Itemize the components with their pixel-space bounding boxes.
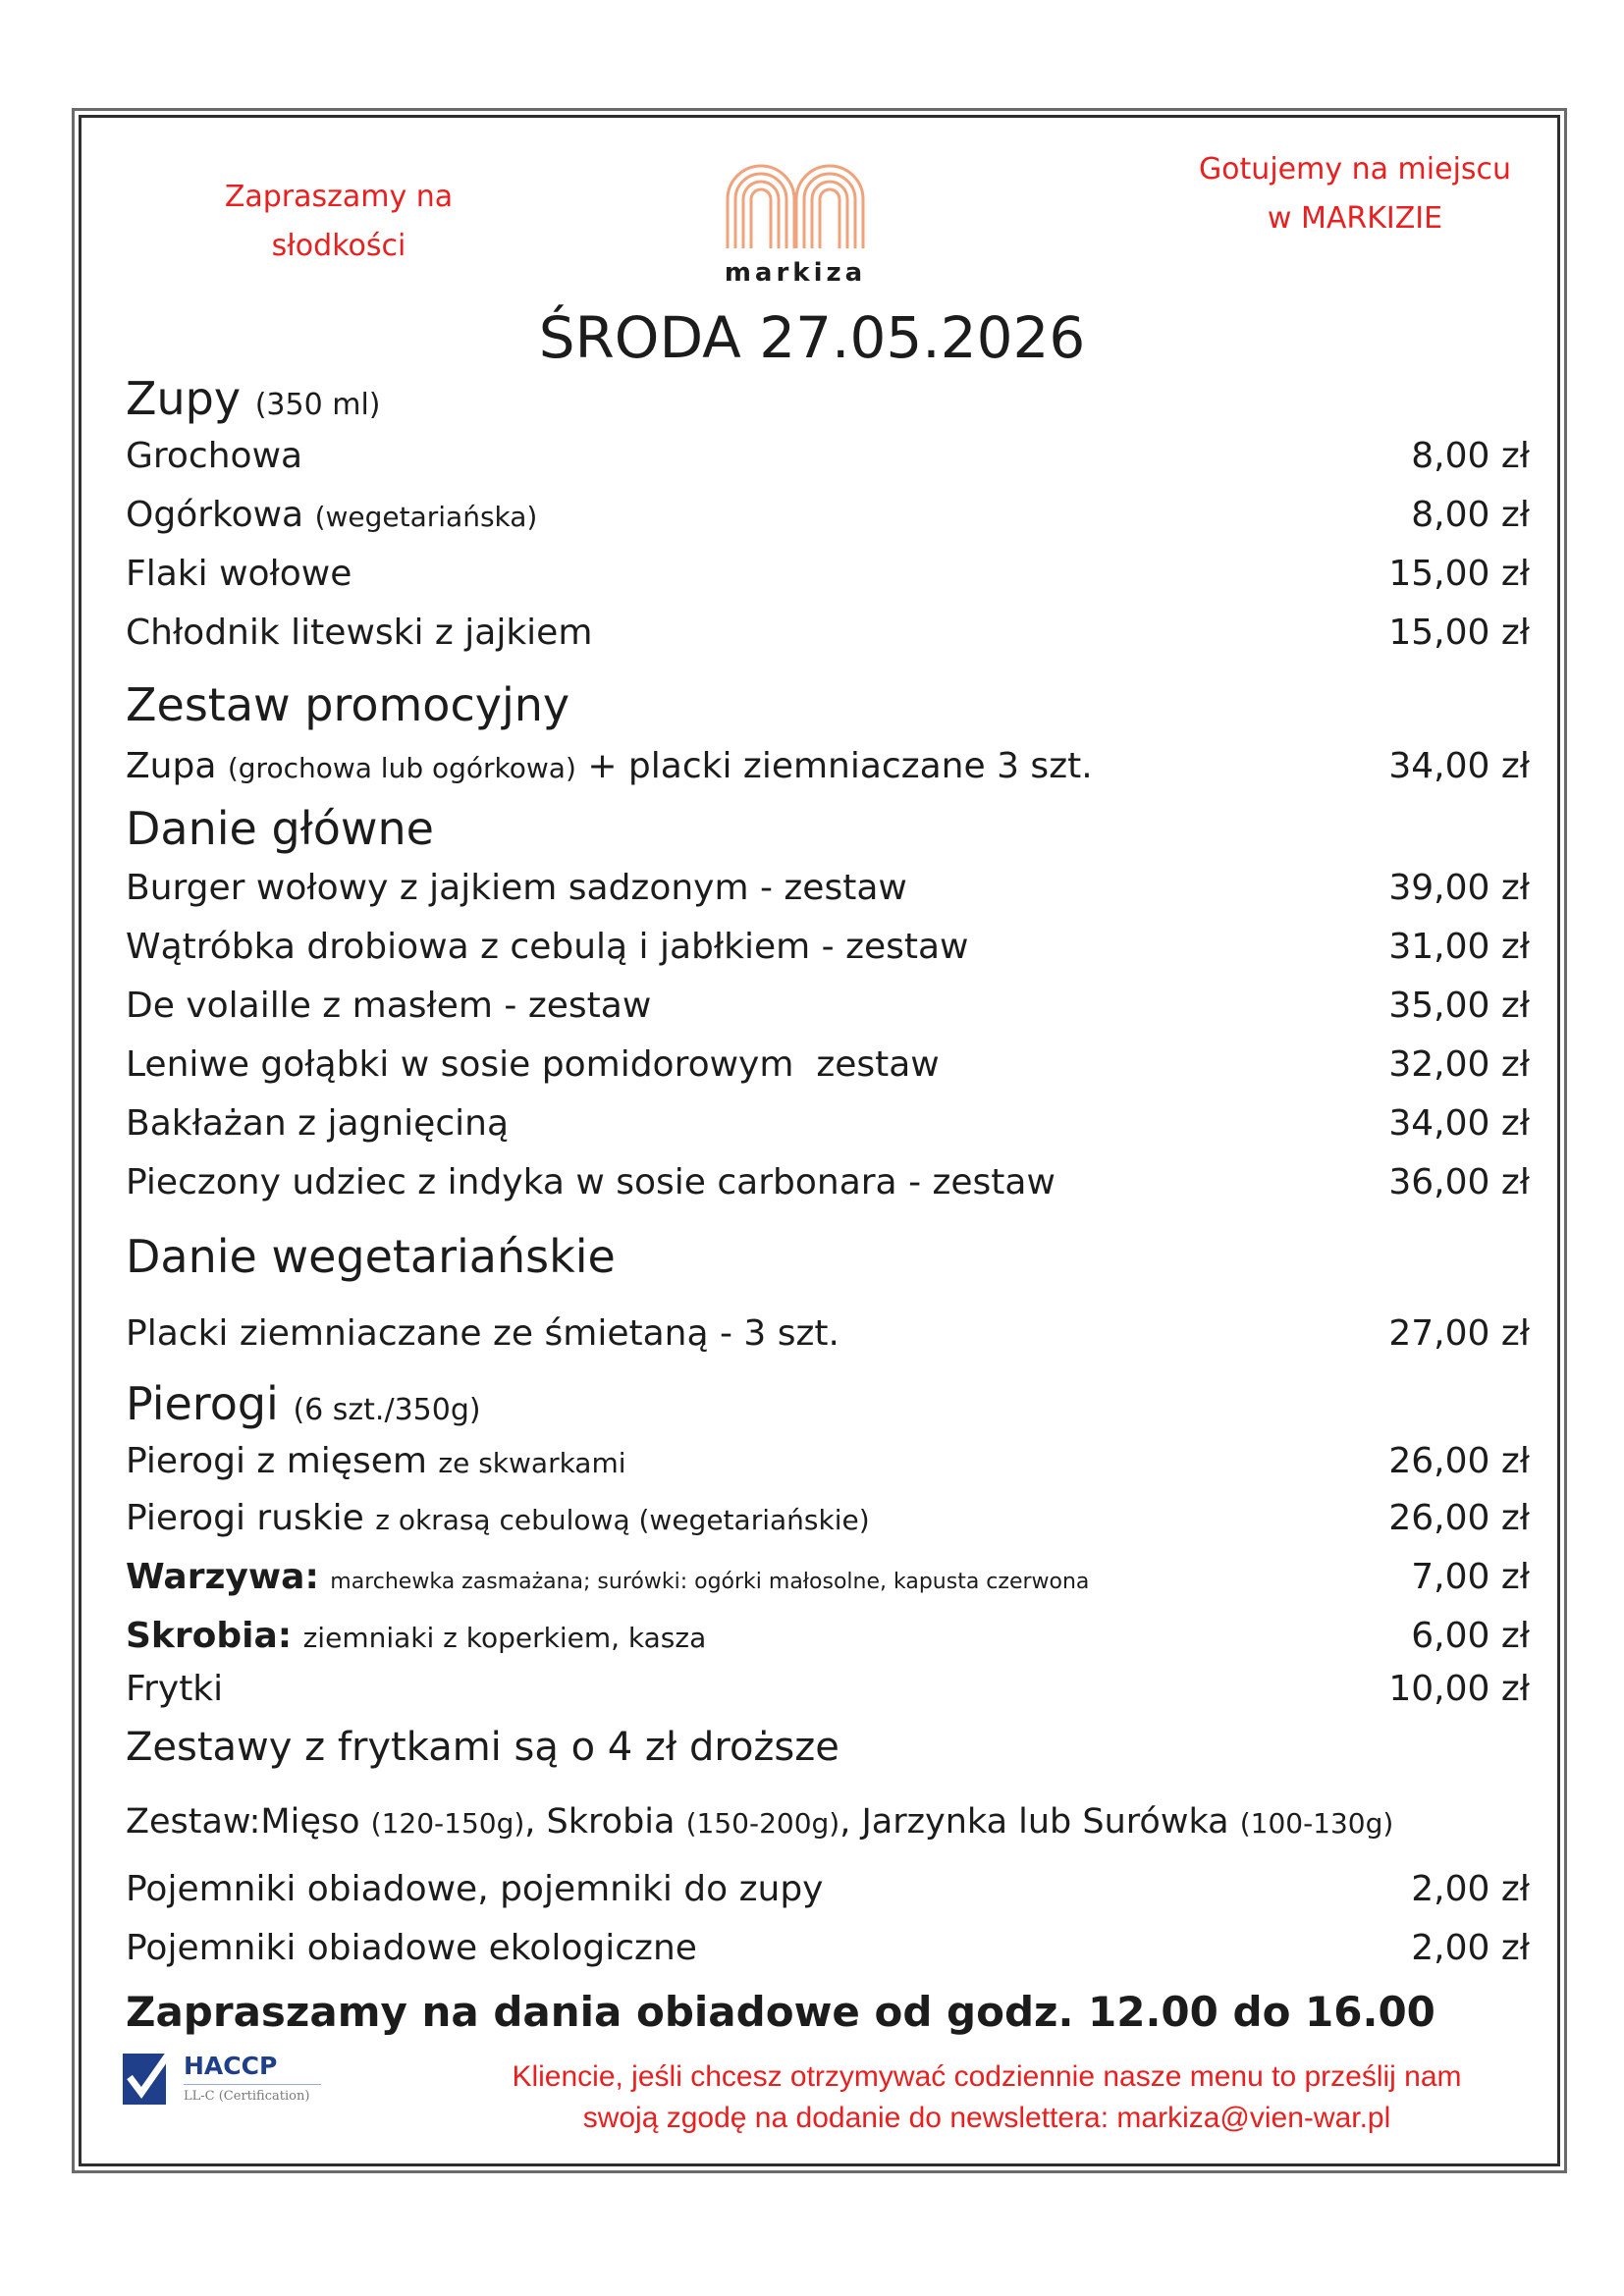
- item-price: 35,00 zł: [1388, 986, 1530, 1026]
- item-name: Bakłażan z jagnięciną: [126, 1103, 510, 1144]
- item-price: 32,00 zł: [1388, 1044, 1530, 1085]
- item-name: Pierogi z mięsem: [126, 1441, 427, 1481]
- markiza-logo-icon: [722, 152, 869, 250]
- item-name-extra: + placki ziemniaczane 3 szt.: [587, 746, 1093, 786]
- item-price: 39,00 zł: [1388, 868, 1530, 908]
- dumplings-title: Pierogi: [126, 1377, 279, 1430]
- item-note: (wegetariańska): [314, 501, 538, 533]
- menu-row-vegetables: [126, 1549, 1530, 1606]
- menu-row: [126, 1037, 1530, 1094]
- section-title-mains: Danie główne: [126, 802, 434, 855]
- haccp-subtitle: LL-C (Certification): [184, 2089, 310, 2104]
- cooking-note-line2: w MARKIZIE: [1267, 201, 1443, 236]
- menu-row: [126, 1861, 1530, 1918]
- item-name: Pojemniki obiadowe, pojemniki do zupy: [126, 1869, 824, 1909]
- item-name: Chłodnik litewski z jajkiem: [126, 613, 593, 653]
- markiza-logo: [712, 152, 879, 290]
- item-name: Flaki wołowe: [126, 554, 352, 594]
- menu-row: [126, 860, 1530, 917]
- item-price: 2,00 zł: [1411, 1928, 1530, 1968]
- haccp-badge: [120, 2046, 326, 2116]
- dumplings-portion: (6 szt./350g): [293, 1393, 481, 1427]
- item-price: 26,00 zł: [1388, 1441, 1530, 1481]
- item-price: 15,00 zł: [1388, 554, 1530, 594]
- newsletter-line2: swoją zgodę na dodanie do newslettera: markiza@vien-war.pl: [582, 2102, 1391, 2134]
- soups-title: Zupy: [126, 372, 242, 425]
- item-price: 7,00 zł: [1411, 1557, 1530, 1597]
- item-note: ze skwarkami: [438, 1447, 626, 1479]
- haccp-title: HACCP: [184, 2052, 278, 2080]
- menu-row-fries: [126, 1661, 1530, 1718]
- menu-row: [126, 978, 1530, 1035]
- newsletter-line1: Kliencie, jeśli chcesz otrzymywać codziennie nasze menu to prześlij nam: [512, 2060, 1462, 2093]
- side-label: Skrobia:: [126, 1616, 293, 1656]
- item-name: Zupa: [126, 746, 217, 786]
- item-price: 8,00 zł: [1411, 436, 1530, 476]
- menu-row: [126, 919, 1530, 976]
- item-name: Ogórkowa: [126, 495, 304, 535]
- menu-row: [126, 487, 1530, 544]
- set-part-starch: , Skrobia: [524, 1802, 676, 1842]
- section-title-promo: Zestaw promocyjny: [126, 678, 570, 731]
- item-price: 36,00 zł: [1388, 1162, 1530, 1202]
- cooking-note: [1139, 145, 1571, 243]
- menu-row: [126, 1095, 1530, 1152]
- item-name: Pieczony udziec z indyka w sosie carbonara - zestaw: [126, 1162, 1056, 1202]
- newsletter-note: [432, 2056, 1542, 2139]
- item-name: Pojemniki obiadowe ekologiczne: [126, 1928, 697, 1968]
- menu-row: [126, 738, 1530, 795]
- fries-surcharge-note: Zestawy z frytkami są o 4 zł droższe: [126, 1725, 839, 1770]
- menu-row: [126, 1433, 1530, 1490]
- soups-portion: (350 ml): [254, 388, 381, 422]
- menu-row-starch: [126, 1608, 1530, 1665]
- item-name: De volaille z masłem - zestaw: [126, 986, 652, 1026]
- item-price: 2,00 zł: [1411, 1869, 1530, 1909]
- menu-row: [126, 546, 1530, 603]
- menu-row: [126, 428, 1530, 485]
- set-part-vegetable: , Jarzynka lub Surówka: [839, 1802, 1229, 1842]
- item-name: Leniwe gołąbki w sosie pomidorowym zestaw: [126, 1044, 940, 1085]
- set-part-vegetable-weight: (100-130g): [1239, 1807, 1394, 1840]
- item-price: 26,00 zł: [1388, 1498, 1530, 1538]
- section-title-vegetarian: Danie wegetariańskie: [126, 1230, 616, 1283]
- menu-row: [126, 1306, 1530, 1362]
- item-price: 8,00 zł: [1411, 495, 1530, 535]
- side-detail: marchewka zasmażana; surówki: ogórki małosolne, kapusta czerwona: [330, 1570, 1090, 1594]
- menu-row: [126, 605, 1530, 662]
- item-price: 15,00 zł: [1388, 613, 1530, 653]
- item-name: Pierogi ruskie: [126, 1498, 364, 1538]
- sweets-invitation: [191, 173, 486, 271]
- item-name: Grochowa: [126, 436, 303, 476]
- item-note: z okrasą cebulową (wegetariańskie): [375, 1504, 870, 1536]
- section-title-soups: [126, 369, 380, 435]
- item-price: 10,00 zł: [1388, 1669, 1530, 1709]
- side-detail: ziemniaki z koperkiem, kasza: [302, 1622, 707, 1654]
- item-price: 27,00 zł: [1388, 1313, 1530, 1354]
- item-name: Wątróbka drobiowa z cebulą i jabłkiem - zestaw: [126, 927, 969, 967]
- sweets-invitation-line2: słodkości: [271, 229, 406, 263]
- opening-hours-invitation: Zapraszamy na dania obiadowe od godz. 12.00 do 16.00: [126, 1988, 1435, 2036]
- set-part-starch-weight: (150-200g): [685, 1807, 840, 1840]
- item-price: 31,00 zł: [1388, 927, 1530, 967]
- menu-row: [126, 1154, 1530, 1211]
- item-price: 6,00 zł: [1411, 1616, 1530, 1656]
- cooking-note-line1: Gotujemy na miejscu: [1198, 152, 1512, 187]
- item-price: 34,00 zł: [1388, 1103, 1530, 1144]
- item-name: Frytki: [126, 1669, 224, 1709]
- day-title: ŚRODA 27.05.2026: [538, 304, 1086, 371]
- menu-row: [126, 1920, 1530, 1977]
- item-note: (grochowa lub ogórkowa): [227, 752, 576, 784]
- haccp-divider: [184, 2084, 321, 2085]
- section-title-dumplings: [126, 1374, 481, 1440]
- set-composition-note: [126, 1792, 1393, 1853]
- item-name: Burger wołowy z jajkiem sadzonym - zestaw: [126, 868, 907, 908]
- menu-row: [126, 1490, 1530, 1547]
- sweets-invitation-line1: Zapraszamy na: [224, 180, 454, 214]
- set-part-meat: Zestaw:Mięso: [126, 1802, 360, 1842]
- set-part-meat-weight: (120-150g): [370, 1807, 525, 1840]
- side-label: Warzywa:: [126, 1557, 319, 1597]
- haccp-check-icon: [120, 2048, 175, 2109]
- item-price: 34,00 zł: [1388, 746, 1530, 786]
- item-name: Placki ziemniaczane ze śmietaną - 3 szt.: [126, 1313, 839, 1354]
- brand-name: markiza: [724, 258, 867, 288]
